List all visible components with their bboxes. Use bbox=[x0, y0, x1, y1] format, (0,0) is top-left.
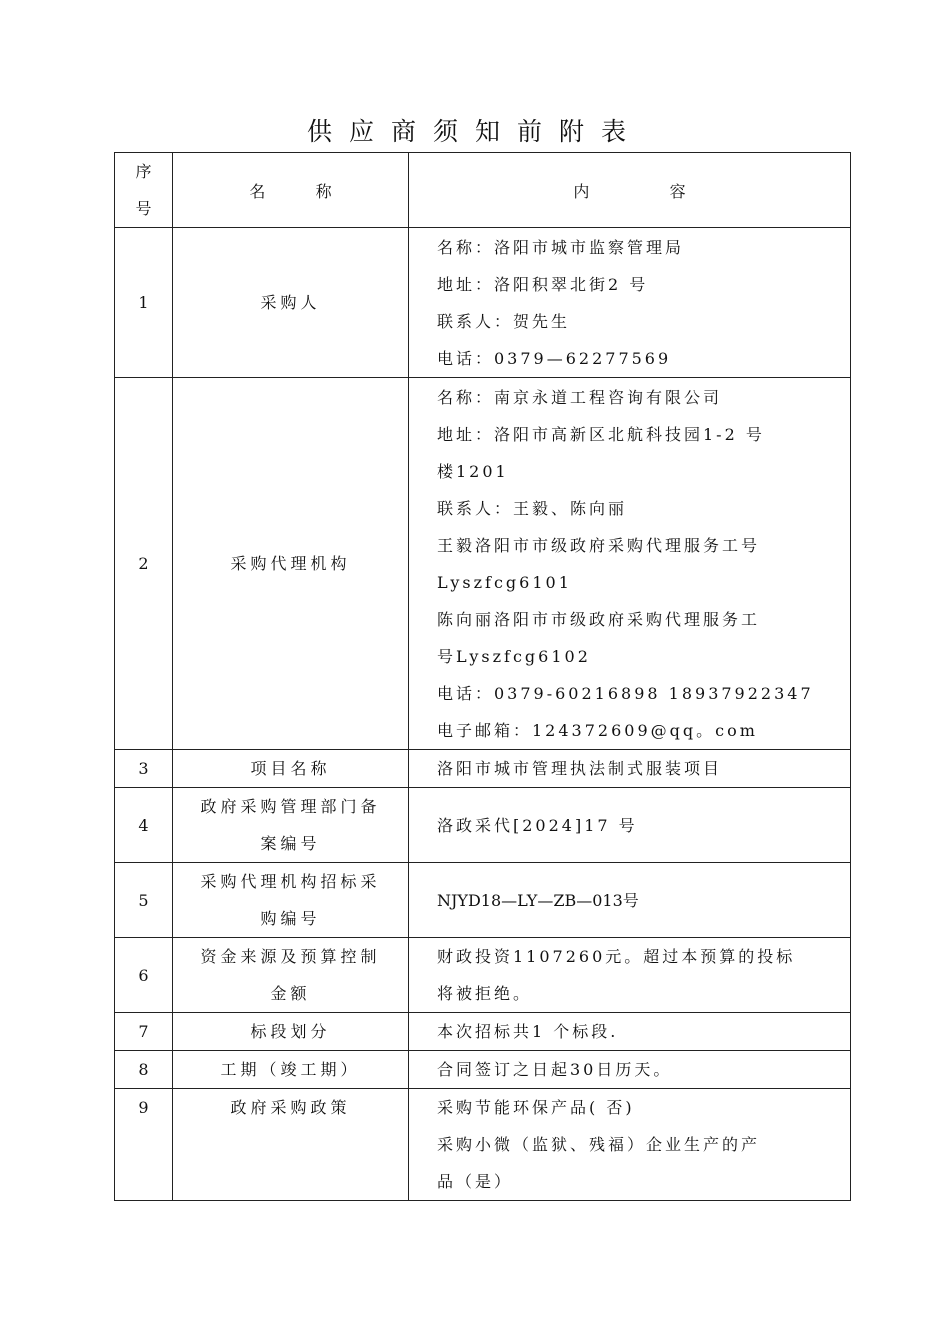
content-line: 品（是） bbox=[437, 1172, 514, 1191]
content-line: 将被拒绝。 bbox=[437, 984, 533, 1003]
row-num: 6 bbox=[115, 938, 173, 1013]
header-name bbox=[173, 153, 409, 228]
requirements-table bbox=[114, 152, 851, 1201]
content-line: NJYD18—LY—ZB—013号 bbox=[437, 890, 639, 910]
row-content bbox=[409, 228, 851, 378]
content-line: 名称：洛阳市城市监察管理局 bbox=[437, 237, 685, 257]
table-header-row bbox=[115, 153, 851, 228]
table-row bbox=[115, 228, 851, 378]
content-line: 财政投资1107260元。超过本预算的投标 bbox=[437, 947, 796, 966]
name-line: 案编号 bbox=[260, 834, 321, 853]
row-num: 8 bbox=[115, 1051, 173, 1089]
content-line: 联系人：王毅、陈向丽 bbox=[437, 498, 628, 518]
content-line: 联系人：贺先生 bbox=[437, 311, 571, 331]
row-name: 采购代理机构 bbox=[173, 378, 409, 750]
table-row bbox=[115, 1013, 851, 1051]
row-content bbox=[409, 1013, 851, 1051]
content-line: 地址：洛阳积翠北街2 号 bbox=[437, 274, 649, 294]
row-content bbox=[409, 750, 851, 788]
table-row bbox=[115, 378, 851, 750]
content-line: 本次招标共1 个标段. bbox=[437, 1022, 619, 1041]
row-num: 3 bbox=[115, 750, 173, 788]
content-line: 合同签订之日起30日历天。 bbox=[437, 1060, 673, 1079]
name-line: 购编号 bbox=[260, 909, 321, 928]
header-num-bottom: 号 bbox=[135, 199, 152, 218]
content-line: 王毅洛阳市市级政府采购代理服务工号 bbox=[437, 535, 761, 555]
content-line: 楼1201 bbox=[437, 461, 509, 481]
header-name-b: 称 bbox=[315, 181, 332, 201]
table-row bbox=[115, 750, 851, 788]
content-line: 号Lyszfcg6102 bbox=[437, 646, 591, 666]
content-line: 洛政采代[2024]17 号 bbox=[437, 815, 638, 835]
content-line: 名称：南京永道工程咨询有限公司 bbox=[437, 387, 723, 407]
row-name: 项目名称 bbox=[173, 750, 409, 788]
table-row bbox=[115, 938, 851, 1013]
row-name: 标段划分 bbox=[173, 1013, 409, 1051]
content-line: 陈向丽洛阳市市级政府采购代理服务工 bbox=[437, 609, 761, 629]
name-line: 资金来源及预算控制 bbox=[200, 947, 381, 966]
table-row bbox=[115, 863, 851, 938]
content-line: 电话：0379—62277569 bbox=[437, 348, 672, 368]
row-content bbox=[409, 378, 851, 750]
row-name bbox=[173, 788, 409, 863]
row-num: 5 bbox=[115, 863, 173, 938]
header-content-a: 内 bbox=[573, 181, 590, 201]
row-name: 政府采购政策 bbox=[173, 1089, 409, 1201]
row-content bbox=[409, 1051, 851, 1089]
name-line: 金额 bbox=[270, 984, 311, 1003]
table-row bbox=[115, 788, 851, 863]
header-num-top: 序 bbox=[135, 162, 152, 181]
name-line: 政府采购管理部门备 bbox=[200, 797, 381, 816]
row-content bbox=[409, 863, 851, 938]
table-row bbox=[115, 1051, 851, 1089]
name-line: 采购代理机构招标采 bbox=[200, 872, 381, 891]
row-content bbox=[409, 1089, 851, 1201]
row-name: 工期（竣工期） bbox=[173, 1051, 409, 1089]
content-line: 地址：洛阳市高新区北航科技园1-2 号 bbox=[437, 424, 765, 444]
row-name bbox=[173, 938, 409, 1013]
row-num: 2 bbox=[115, 378, 173, 750]
header-content-b: 容 bbox=[669, 181, 686, 201]
row-num: 1 bbox=[115, 228, 173, 378]
content-line: 洛阳市城市管理执法制式服装项目 bbox=[437, 759, 723, 778]
row-content bbox=[409, 788, 851, 863]
row-content bbox=[409, 938, 851, 1013]
row-num: 9 bbox=[115, 1089, 173, 1201]
content-line: 电子邮箱：124372609@qq。com bbox=[437, 720, 758, 740]
content-line: Lyszfcg6101 bbox=[437, 572, 572, 592]
row-name: 采购人 bbox=[173, 228, 409, 378]
header-name-a: 名 bbox=[249, 181, 266, 201]
content-line: 采购小微（监狱、残福）企业生产的产 bbox=[437, 1135, 761, 1154]
row-num: 7 bbox=[115, 1013, 173, 1051]
table-row bbox=[115, 1089, 851, 1201]
content-line: 电话：0379-60216898 18937922347 bbox=[437, 683, 814, 703]
header-content bbox=[409, 153, 851, 228]
page-title: 供应商须知前附表 bbox=[306, 117, 643, 146]
row-name bbox=[173, 863, 409, 938]
row-num: 4 bbox=[115, 788, 173, 863]
header-num bbox=[115, 153, 173, 228]
content-line: 采购节能环保产品( 否) bbox=[437, 1098, 635, 1117]
